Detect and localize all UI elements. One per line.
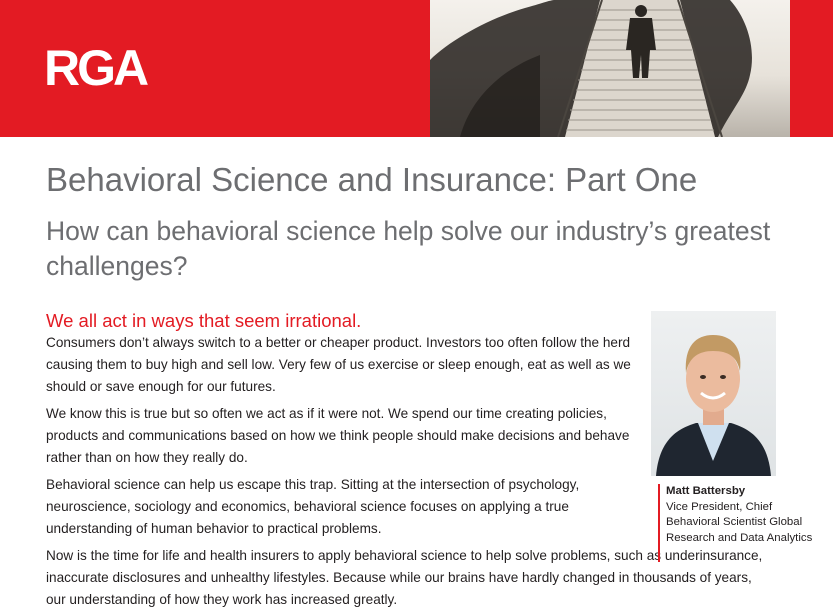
body-paragraph-3: Behavioral science can help us escape this trap. Sitting at the intersection of psychology, neuroscience, sociology and economics, behavioral science focuses on applying a true understanding of human behavior to practical problems. — [46, 477, 580, 536]
lead-heading: We all act in ways that seem irrational. — [46, 310, 362, 331]
page-title: Behavioral Science and Insurance: Part One — [46, 161, 698, 198]
page-subtitle: How can behavioral science help solve our industry’s greatest challenges? — [46, 216, 771, 281]
author-portrait — [651, 311, 776, 476]
rga-logo: RGA — [44, 40, 147, 96]
author-name: Matt Battersby — [666, 485, 746, 497]
body-paragraph-1: Consumers don’t always switch to a better or cheaper product. Investors too often follow the herd causing them to buy high and sell low. Very few of us exercise or sleep enough, eat as well as we should or save enough for our futures. — [46, 335, 631, 394]
body-paragraph-2: We know this is true but so often we act as if it were not. We spend our time creating policies, products and communications based on how we think people should make decisions and behave rather than on how they really do. — [46, 406, 630, 465]
author-portrait-illustration — [651, 311, 776, 476]
author-caption — [658, 484, 833, 562]
staircase-illustration — [430, 0, 790, 137]
author-title: Vice President, Chief Behavioral Scientist Global Research and Data Analytics — [666, 500, 813, 544]
body-paragraph-4: Now is the time for life and health insurers to apply behavioral science to help solve problems, such as underinsurance, inaccurate disclosures and unhealthy lifestyles. Because while our brains have hardly changed in thousands of years, our understanding of how they work has increased greatly. — [46, 548, 763, 607]
header-banner — [0, 0, 833, 137]
staircase-hero-image — [430, 0, 790, 137]
